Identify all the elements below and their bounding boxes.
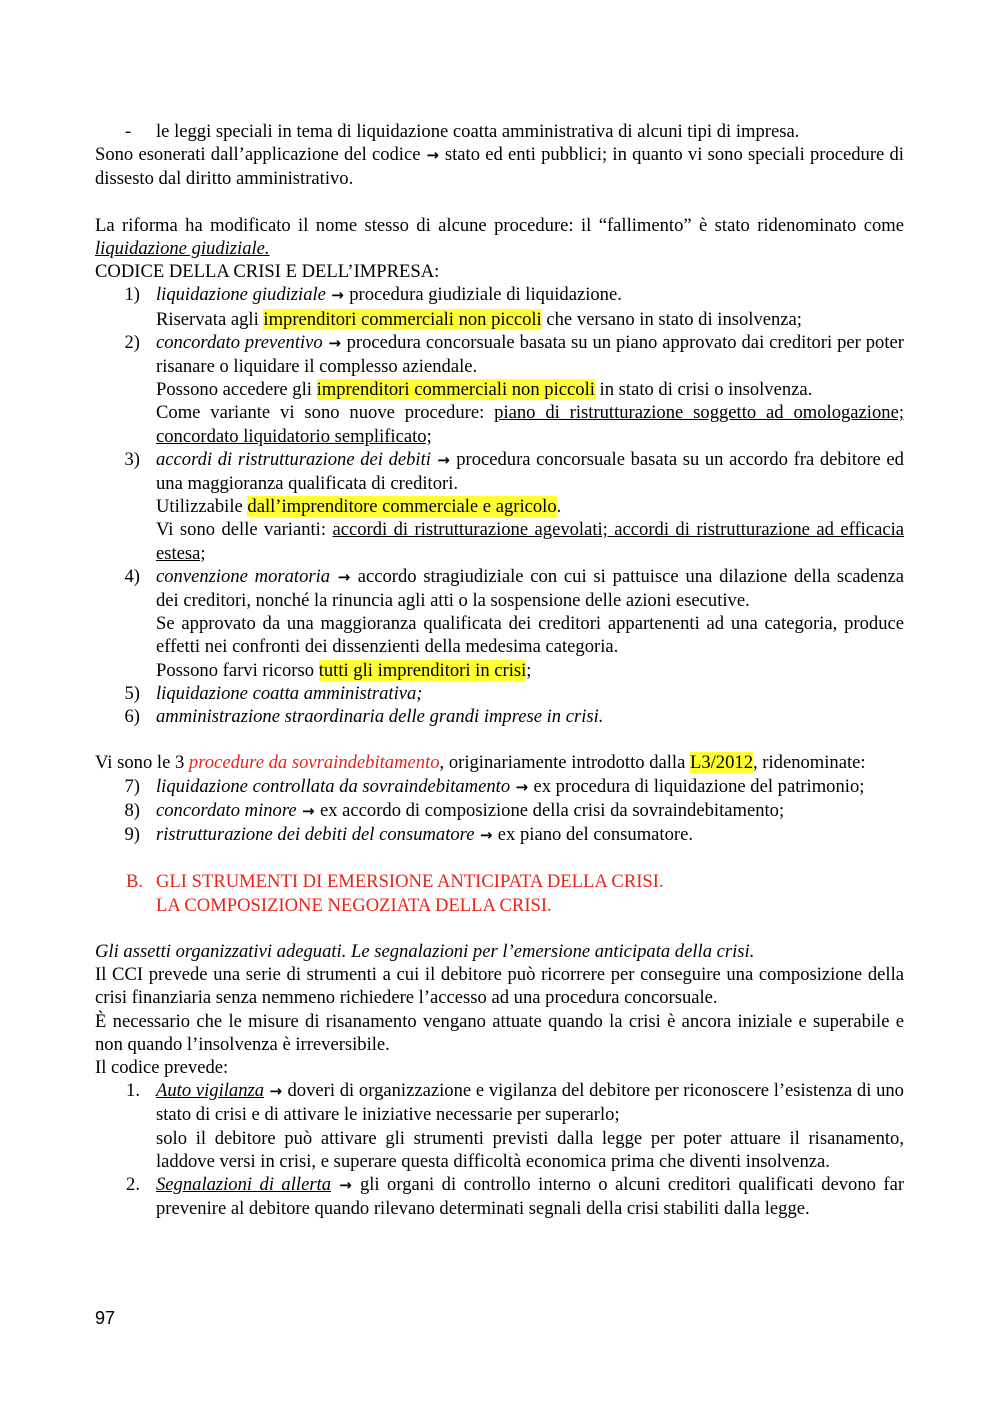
paragraph-riforma: La riforma ha modificato il nome stesso di alcune procedure: il “fallimento” è stato ridenominato come liquidazione giudiziale. [95, 214, 904, 259]
page-number: 97 [95, 1308, 116, 1328]
list-item: 2) concordato preventivo → procedura concorsuale basata su un piano approvato dai creditori per poter risanare o liquidare il complesso aziendale. [124, 331, 904, 378]
section-heading-b: B. GLI STRUMENTI DI EMERSIONE ANTICIPATA DELLA CRISI. LA COMPOSIZIONE NEGOZIATA DELLA CRISI. [126, 871, 664, 916]
paragraph-necessario: È necessario che le misure di risanamento vengano attuate quando la crisi è ancora iniziale e superabile e non quando l’insolvenza è irreversibile. [95, 1010, 904, 1055]
section-heading-codice: CODICE DELLA CRISI E DELL’IMPRESA: [95, 261, 440, 283]
list-item-detail: solo il debitore può attivare gli strumenti previsti dalla legge per poter attuare il risanamento, laddove versi in crisi, e superare questa difficoltà economica prima che diventi insolvenza. [156, 1127, 904, 1172]
dash-list-item [95, 120, 904, 143]
list-item: 1. Auto vigilanza → doveri di organizzazione e vigilanza del debitore per riconoscere l’esistenza di uno stato di crisi e di attivare le iniziative necessarie per superarlo; [126, 1080, 904, 1126]
paragraph-cci: Il CCI prevede una serie di strumenti a cui il debitore può ricorrere per conseguire una composizione della crisi finanziaria senza nemmeno richiedere l’accesso ad una procedura concorsuale. [95, 964, 904, 1009]
list-item: 9) ristrutturazione dei debiti del consumatore → ex piano del consumatore. [95, 823, 904, 847]
arrow-icon: → [339, 1176, 352, 1195]
list-item: 4) convenzione moratoria → accordo stragiudiziale con cui si pattuisce una dilazione della scadenza dei creditori, nonché la rinuncia agli atti o la sospensione delle azioni esecutive. [124, 565, 905, 612]
paragraph-sovraindebitamento: Vi sono le 3 procedure da sovraindebitamento, originariamente introdotto dalla L3/2012, ridenominate: [95, 752, 866, 774]
term-liquidazione-giudiziale: liquidazione giudiziale. [95, 238, 270, 259]
list-item-detail: Utilizzabile dall’imprenditore commerciale e agricolo. [156, 496, 562, 518]
highlight: imprenditori commerciali non piccoli [316, 379, 595, 401]
arrow-icon: → [437, 450, 450, 469]
arrow-icon: → [426, 146, 439, 165]
document-page [95, 120, 904, 1220]
arrow-icon: → [302, 801, 315, 820]
list-item-variants: Vi sono delle varianti: accordi di ristrutturazione agevolati; accordi di ristrutturazione ad efficacia estesa; [156, 519, 904, 564]
list-text: le leggi speciali in tema di liquidazione coatta amministrativa di alcuni tipi di impresa. [156, 121, 800, 142]
list-item-detail: Se approvato da una maggioranza qualificata dei creditori appartenenti ad una categoria, produce effetti nei confronti dei dissenzienti della medesima categoria. [156, 613, 904, 658]
list-item: 8) concordato minore → ex accordo di composizione della crisi da sovraindebitamento; [95, 799, 904, 823]
paragraph-esonerati: Sono esonerati dall’applicazione del codice → stato ed enti pubblici; in quanto vi sono speciali procedure di dissesto dal diritto amministrativo. [95, 144, 904, 190]
arrow-icon: → [515, 777, 529, 796]
paragraph-prevede: Il codice prevede: [95, 1057, 229, 1079]
dash-bullet: - [125, 121, 132, 142]
highlight: tutti gli imprenditori in crisi [318, 659, 527, 681]
list-item-detail: Riservata agli imprenditori commerciali non piccoli che versano in stato di insolvenza; [156, 308, 802, 330]
list-item: 3) accordi di ristrutturazione dei debiti → procedura concorsuale basata su un accordo fra debitore ed una maggioranza qualificata di creditori. [124, 448, 904, 495]
arrow-icon: → [337, 567, 351, 586]
highlight: imprenditori commerciali non piccoli [263, 308, 542, 330]
arrow-icon: → [269, 1082, 283, 1101]
arrow-icon: → [331, 286, 344, 305]
highlight: dall’imprenditore commerciale e agricolo [247, 496, 557, 518]
list-item: 2. Segnalazioni di allerta → gli organi di controllo interno o alcuni creditori qualificati devono far prevenire al debitore quando rilevano determinati segnali della crisi stabiliti dalla legge. [126, 1174, 905, 1220]
list-item-detail: Possono farvi ricorso tutti gli imprenditori in crisi; [156, 659, 532, 681]
arrow-icon: → [328, 333, 341, 352]
list-item: 5) liquidazione coatta amministrativa; [124, 682, 423, 704]
list-item-detail: Possono accedere gli imprenditori commerciali non piccoli in stato di crisi o insolvenza. [156, 379, 813, 401]
arrow-icon: → [479, 826, 493, 845]
highlight: L3/2012 [689, 752, 753, 774]
list-item-variants: Come variante vi sono nuove procedure: piano di ristrutturazione soggetto ad omologazione; concordato liquidatorio semplificato; [156, 402, 904, 447]
list-item: 6) amministrazione straordinaria delle grandi imprese in crisi. [124, 706, 604, 728]
red-term: procedure da sovraindebitamento [188, 752, 440, 774]
list-item: 1) liquidazione giudiziale → procedura giudiziale di liquidazione. [95, 283, 904, 307]
subheading-assetti: Gli assetti organizzativi adeguati. Le segnalazioni per l’emersione anticipata della crisi. [95, 941, 755, 963]
list-item: 7) liquidazione controllata da sovraindebitamento → ex procedura di liquidazione del patrimonio; [95, 775, 904, 799]
